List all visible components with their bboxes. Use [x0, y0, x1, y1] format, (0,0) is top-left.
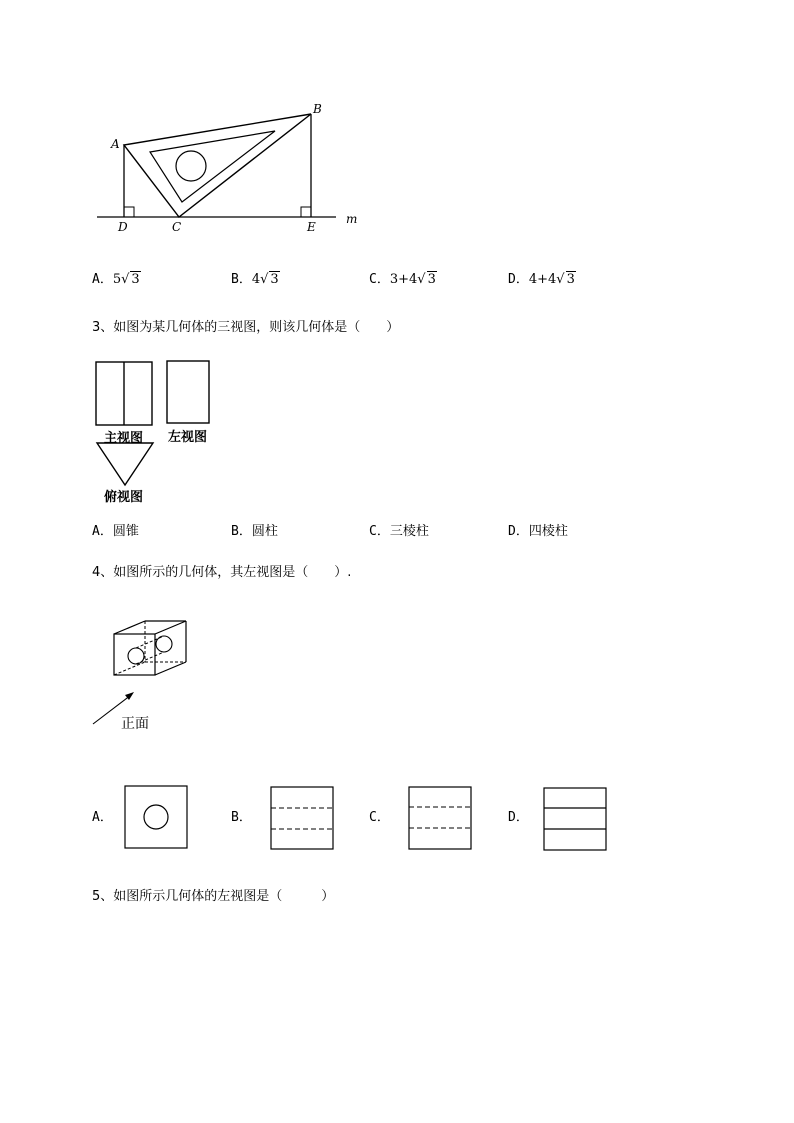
label-front-view: 主视图	[104, 431, 144, 446]
label-A: A	[111, 137, 120, 151]
label-D: D	[118, 220, 128, 234]
option-C[interactable]: C．三棱柱	[369, 524, 429, 539]
option-A[interactable]: A．圆锥	[92, 524, 139, 539]
sqrt-symbol: √ 3	[260, 272, 279, 287]
option-D[interactable]: D．四棱柱	[508, 524, 568, 539]
option-A-figure	[125, 786, 187, 848]
option-B-letter[interactable]: B．	[231, 810, 252, 825]
sqrt-symbol: √ 3	[121, 272, 140, 287]
option-D-figure	[544, 788, 606, 850]
label-left-view: 左视图	[168, 430, 208, 445]
option-B[interactable]: B．圆柱	[231, 524, 278, 539]
question3-stem: 3、如图为某几何体的三视图，则该几何体是（ ）	[92, 320, 400, 335]
option-D-letter[interactable]: D．	[508, 810, 529, 825]
label-C: C	[172, 220, 182, 234]
option-C-figure	[409, 787, 471, 849]
option-B-figure	[271, 787, 333, 849]
label-front-face: 正面	[121, 716, 149, 732]
label-m: m	[346, 212, 358, 226]
label-top-view: 俯视图	[104, 490, 144, 505]
option-C[interactable]: C．3+4√ 3	[369, 272, 436, 287]
question5-stem: 5、如图所示几何体的左视图是（ ）	[92, 889, 335, 904]
option-C-letter[interactable]: C．	[369, 810, 390, 825]
option-B[interactable]: B．4√ 3	[231, 272, 279, 287]
option-A[interactable]: A．5√ 3	[92, 272, 140, 287]
label-E: E	[307, 220, 316, 234]
sqrt-symbol: √ 3	[417, 272, 436, 287]
question4-stem: 4、如图所示的几何体，其左视图是（ ）.	[92, 565, 352, 580]
option-A-letter[interactable]: A．	[92, 810, 113, 825]
option-D[interactable]: D．4+4√ 3	[508, 272, 575, 287]
sqrt-symbol: √ 3	[556, 272, 575, 287]
label-B: B	[313, 102, 322, 116]
